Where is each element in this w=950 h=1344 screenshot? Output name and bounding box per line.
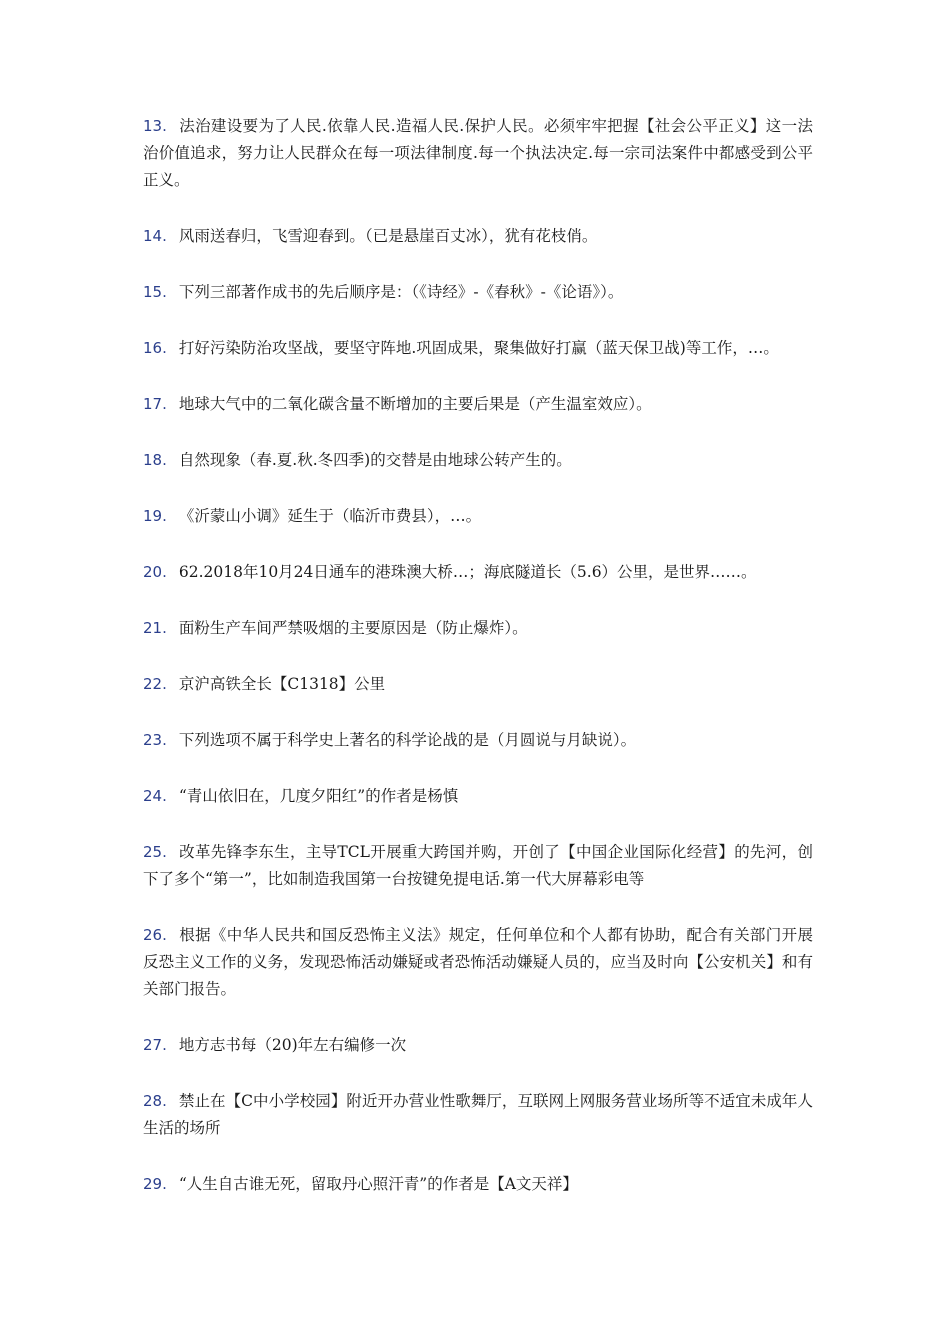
question-number: 20. bbox=[143, 563, 167, 581]
question-number: 13. bbox=[143, 117, 167, 135]
question-item bbox=[143, 615, 813, 642]
question-item bbox=[143, 223, 813, 250]
question-number: 15. bbox=[143, 283, 167, 301]
question-number: 19. bbox=[143, 507, 167, 525]
question-text: 62.2018年10月24日通车的港珠澳大桥…；海底隧道长（5.6）公里，是世界……。 bbox=[178, 563, 757, 581]
question-text: 面粉生产车间严禁吸烟的主要原因是（防止爆炸）。 bbox=[178, 619, 528, 637]
question-item bbox=[143, 113, 813, 194]
question-item bbox=[143, 503, 813, 530]
question-item bbox=[143, 279, 813, 306]
question-number: 17. bbox=[143, 395, 167, 413]
question-text: 打好污染防治攻坚战，要坚守阵地.巩固成果，聚集做好打赢（蓝天保卫战)等工作，…。 bbox=[178, 339, 779, 357]
question-number: 25. bbox=[143, 843, 167, 861]
question-item bbox=[143, 922, 813, 1003]
question-item bbox=[143, 839, 813, 893]
question-number: 29. bbox=[143, 1175, 167, 1193]
question-number: 21. bbox=[143, 619, 167, 637]
question-list bbox=[143, 113, 813, 1227]
question-number: 16. bbox=[143, 339, 167, 357]
question-number: 26. bbox=[143, 926, 167, 944]
question-item bbox=[143, 1171, 813, 1198]
question-item bbox=[143, 1088, 813, 1142]
question-item bbox=[143, 559, 813, 586]
question-number: 27. bbox=[143, 1036, 167, 1054]
question-number: 18. bbox=[143, 451, 167, 469]
question-text: 自然现象（春.夏.秋.冬四季)的交替是由地球公转产生的。 bbox=[178, 451, 572, 469]
question-text: 下列三部著作成书的先后顺序是：（《诗经》-《春秋》-《论语》）。 bbox=[178, 283, 624, 301]
question-item bbox=[143, 783, 813, 810]
question-item bbox=[143, 335, 813, 362]
question-number: 28. bbox=[143, 1092, 167, 1110]
question-text: 下列选项不属于科学史上著名的科学论战的是（月圆说与月缺说）。 bbox=[178, 731, 637, 749]
question-text: 改革先锋李东生，主导TCL开展重大跨国并购，开创了【中国企业国际化经营】的先河，创下了多个“第一”，比如制造我国第一台按键免提电话.第一代大屏幕彩电等 bbox=[143, 843, 813, 888]
question-number: 23. bbox=[143, 731, 167, 749]
question-text: “人生自古谁无死，留取丹心照汗青”的作者是【A文天祥】 bbox=[178, 1175, 578, 1193]
question-item bbox=[143, 391, 813, 418]
question-number: 24. bbox=[143, 787, 167, 805]
question-item bbox=[143, 727, 813, 754]
question-text: 根据《中华人民共和国反恐怖主义法》规定，任何单位和个人都有协助，配合有关部门开展反恐主义工作的义务，发现恐怖活动嫌疑或者恐怖活动嫌疑人员的，应当及时向【公安机关】和有关部门报告。 bbox=[143, 926, 813, 998]
question-text: 禁止在【C中小学校园】附近开办营业性歌舞厅，互联网上网服务营业场所等不适宜未成年人生活的场所 bbox=[143, 1092, 813, 1137]
question-text: 法治建设要为了人民.依靠人民.造福人民.保护人民。必须牢牢把握【社会公平正义】这一法治价值追求，努力让人民群众在每一项法律制度.每一个执法决定.每一宗司法案件中都感受到公平正义。 bbox=[143, 117, 813, 189]
question-item bbox=[143, 1032, 813, 1059]
question-number: 22. bbox=[143, 675, 167, 693]
question-number: 14. bbox=[143, 227, 167, 245]
question-item bbox=[143, 671, 813, 698]
question-text: “青山依旧在，几度夕阳红”的作者是杨慎 bbox=[178, 787, 459, 805]
question-text: 地球大气中的二氧化碳含量不断增加的主要后果是（产生温室效应）。 bbox=[178, 395, 652, 413]
question-text: 地方志书每（20)年左右编修一次 bbox=[178, 1036, 407, 1054]
question-text: 《沂蒙山小调》延生于（临沂市费县），…。 bbox=[178, 507, 482, 525]
question-text: 京沪高铁全长【C1318】公里 bbox=[178, 675, 386, 693]
question-text: 风雨送春归，飞雪迎春到。（已是悬崖百丈冰），犹有花枝俏。 bbox=[178, 227, 598, 245]
question-item bbox=[143, 447, 813, 474]
